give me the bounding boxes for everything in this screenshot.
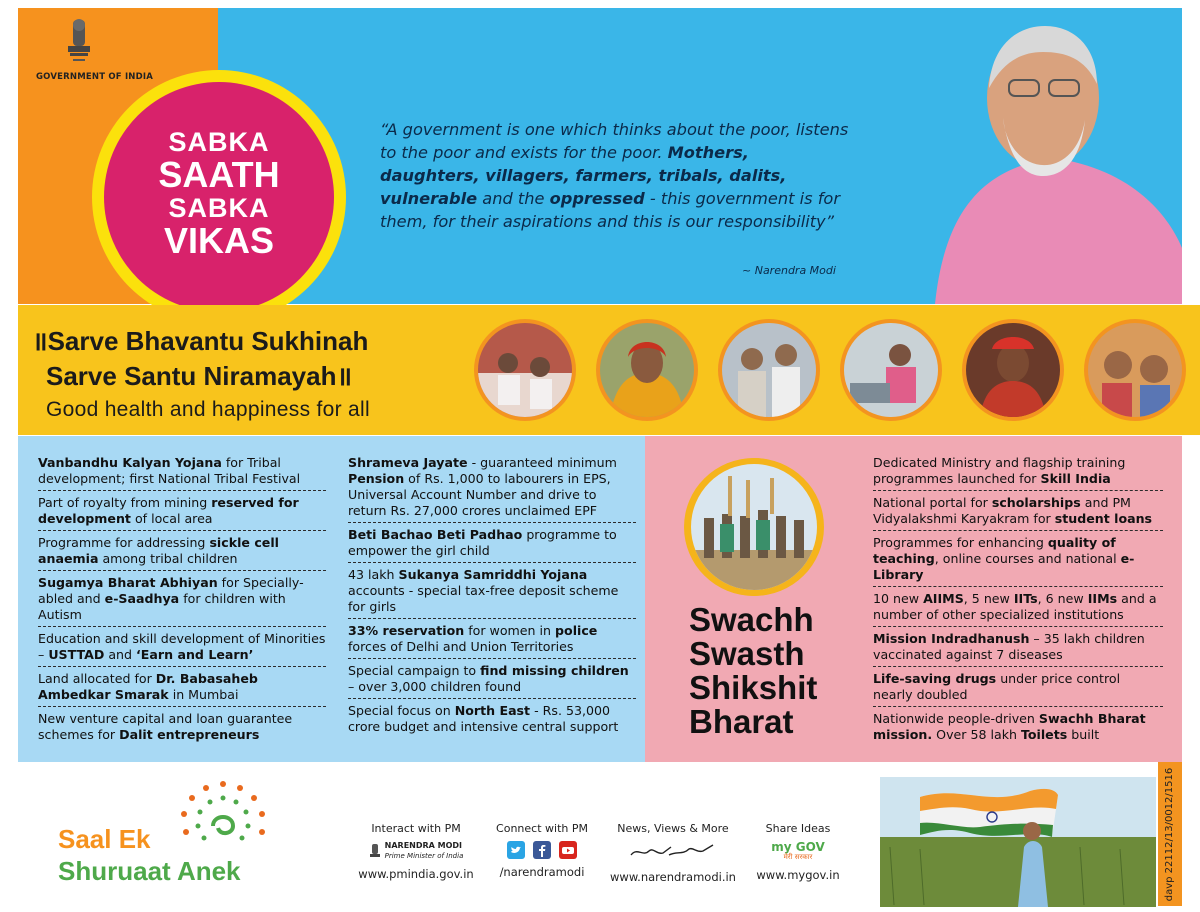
body-text: “A government is one which thinks about the poor, listens to the poor and exists for the poor. xyxy=(380,120,849,162)
emphasis-text: North East xyxy=(454,703,531,718)
list-item xyxy=(348,567,636,619)
body-text: among tribal children xyxy=(98,551,238,566)
body-text: for women in xyxy=(464,623,556,638)
list-item xyxy=(38,671,326,707)
women-children-list xyxy=(348,455,636,742)
body-text: for Specially-abled and xyxy=(38,575,304,606)
mantra-line-1: ॥Sarve Bhavantu Sukhinah xyxy=(32,326,369,356)
emblem-small-icon xyxy=(369,842,381,860)
body-text: programme to empower the girl child xyxy=(348,527,617,558)
twitter-icon[interactable] xyxy=(507,841,525,859)
connect-with-pm-block xyxy=(490,822,594,879)
slogan-line: SABKA xyxy=(168,193,270,224)
connect-heading: Connect with PM xyxy=(496,822,588,835)
emphasis-text: USTTAD xyxy=(48,647,105,662)
swachh-title-line: Swachh xyxy=(689,601,814,638)
emphasis-text: Mothers, daughters, villagers, farmers, tribals, dalits, vulnerable xyxy=(380,143,787,208)
body-text: New venture capital and loan guarantee schemes for xyxy=(38,711,293,742)
pm-portrait-photo xyxy=(925,8,1182,304)
body-text: Special campaign to xyxy=(348,663,481,678)
interact-heading: Interact with PM xyxy=(371,822,461,835)
mygov-logo: my GOV xyxy=(771,840,825,854)
list-item xyxy=(348,623,636,659)
workers-photo xyxy=(718,319,820,421)
slogan-line: SABKA xyxy=(168,127,270,157)
facebook-icon[interactable] xyxy=(533,841,551,859)
emphasis-text: ‘Earn and Learn’ xyxy=(136,647,254,662)
list-item xyxy=(38,455,326,491)
body-text: – over 3,000 children found xyxy=(348,679,522,694)
body-text: in Mumbai xyxy=(168,687,239,702)
mygov-tagline: मेरी सरकार xyxy=(783,853,813,861)
list-item xyxy=(38,575,326,627)
slogan-text xyxy=(104,128,334,260)
pm-signature xyxy=(623,841,723,861)
laughing-children-photo xyxy=(1084,319,1186,421)
share-heading: Share Ideas xyxy=(765,822,831,835)
children-classroom-photo xyxy=(474,319,576,421)
list-item xyxy=(38,535,326,571)
body-text: of local area xyxy=(130,511,213,526)
emphasis-text: Vanbandhu Kalyan Yojana xyxy=(38,455,222,470)
saal-ek-swirl-logo-icon xyxy=(158,774,288,864)
national-emblem-icon xyxy=(62,16,96,68)
emphasis-text: Sukanya Samriddhi Yojana xyxy=(398,567,588,582)
share-ideas-block xyxy=(752,822,844,882)
education-health-list xyxy=(873,455,1163,750)
body-text: Dedicated Ministry and flagship training programmes launched for xyxy=(873,455,1126,486)
body-text: 43 lakh xyxy=(348,567,399,582)
swachh-bharat-title xyxy=(689,603,817,739)
quote-author: ~ Narendra Modi xyxy=(742,264,836,277)
body-text: Land allocated for xyxy=(38,671,156,686)
emphasis-text: quality of teaching xyxy=(873,535,1116,566)
youtube-icon[interactable] xyxy=(559,841,577,859)
list-item xyxy=(38,631,326,667)
body-text: under price control nearly doubled xyxy=(873,671,1121,702)
emphasis-text: Swachh Bharat mission. xyxy=(873,711,1146,742)
emphasis-text: Skill India xyxy=(1040,471,1111,486)
body-text: and the xyxy=(477,189,550,208)
swachh-bharat-photo xyxy=(684,458,824,596)
body-text: – 35 lakh children vaccinated against 7 diseases xyxy=(873,631,1145,662)
emphasis-text: scholarships xyxy=(991,495,1081,510)
body-text: Programmes for enhancing xyxy=(873,535,1048,550)
body-text: of Rs. 1,000 to labourers in EPS, Universal Account Number and drive to return Rs. 27,000 crores unclaimed EPF xyxy=(348,471,611,518)
narendramodi-website-link[interactable]: www.narendramodi.in xyxy=(610,870,736,884)
list-item xyxy=(873,495,1163,531)
news-heading: News, Views & More xyxy=(617,822,729,835)
body-text: Programme for addressing xyxy=(38,535,210,550)
slogan-line: SAATH xyxy=(158,154,280,196)
mygov-link[interactable]: www.mygov.in xyxy=(756,868,840,882)
list-item xyxy=(348,703,636,738)
list-item xyxy=(348,663,636,699)
body-text: Education and skill development of Minorities – xyxy=(38,631,326,662)
body-text: and xyxy=(104,647,137,662)
body-text: built xyxy=(1067,727,1100,742)
body-text: and a number of other specialized institutions xyxy=(873,591,1157,622)
list-item xyxy=(873,711,1163,746)
list-item xyxy=(873,631,1163,667)
body-text: and PM Vidyalakshmi Karyakram for xyxy=(873,495,1131,526)
narendramodi-handle[interactable]: /narendramodi xyxy=(499,865,585,879)
mantra-line-2: Sarve Santu Niramayah॥ xyxy=(46,361,353,391)
body-text: , 5 new xyxy=(963,591,1014,606)
emphasis-text: e-Library xyxy=(873,551,1135,582)
list-item xyxy=(348,455,636,523)
emphasis-text: IIMs xyxy=(1087,591,1118,606)
emphasis-text: Life-saving drugs xyxy=(873,671,997,686)
body-text: Special focus on xyxy=(348,703,455,718)
list-item xyxy=(38,711,326,746)
news-views-block xyxy=(608,822,738,884)
interact-with-pm-block xyxy=(352,822,480,881)
body-text: , online courses and national xyxy=(934,551,1121,566)
swachh-title-line: Swasth xyxy=(689,635,805,672)
swachh-title-line: Bharat xyxy=(689,703,794,740)
davp-code-wrapper xyxy=(1159,767,1181,901)
emphasis-text: Dr. Babasaheb Ambedkar Smarak xyxy=(38,671,258,702)
body-text: Part of royalty from mining xyxy=(38,495,212,510)
body-text: for Tribal development; first National Tribal Festival xyxy=(38,455,301,486)
emphasis-text: Shrameva Jayate xyxy=(348,455,468,470)
body-text: forces of Delhi and Union Territories xyxy=(348,639,574,654)
body-text: Over 58 lakh xyxy=(932,727,1021,742)
list-item xyxy=(873,455,1163,491)
body-text: , 6 new xyxy=(1037,591,1088,606)
body-text: 10 new xyxy=(873,591,924,606)
village-woman-photo xyxy=(596,319,698,421)
emphasis-text: Dalit entrepreneurs xyxy=(119,727,260,742)
body-text: Nationwide people-driven xyxy=(873,711,1039,726)
body-text: accounts - special tax-free deposit scheme for girls xyxy=(348,583,619,614)
emphasis-text: student loans xyxy=(1054,511,1153,526)
social-welfare-list xyxy=(38,455,326,750)
mantra-tagline: Good health and happiness for all xyxy=(46,398,370,421)
emphasis-text: police xyxy=(555,623,598,638)
tribal-man-photo xyxy=(962,319,1064,421)
emphasis-text: e-Saadhya xyxy=(104,591,180,606)
logo-saal-ek: Saal Ek xyxy=(58,824,151,854)
swachh-title-line: Shikshit xyxy=(689,669,818,706)
government-of-india-label: GOVERNMENT OF INDIA xyxy=(36,72,154,82)
pmindia-link[interactable]: www.pmindia.gov.in xyxy=(358,867,474,881)
emphasis-text: Toilets xyxy=(1020,727,1068,742)
emphasis-text: sickle cell anaemia xyxy=(38,535,279,566)
pm-name: NARENDRA MODI xyxy=(384,841,463,850)
pm-quote xyxy=(380,118,850,233)
body-text: - Rs. 53,000 crore budget and intensive central support xyxy=(348,703,619,734)
pm-title: Prime Minister of India xyxy=(384,852,464,860)
emphasis-text: IITs xyxy=(1013,591,1038,606)
list-item xyxy=(873,591,1163,627)
girl-sewing-photo xyxy=(840,319,942,421)
slogan-line: VIKAS xyxy=(163,220,275,262)
emphasis-text: 33% reservation xyxy=(348,623,465,638)
emphasis-text: AIIMS xyxy=(923,591,964,606)
body-text: - this government is for them, for their aspirations and this is our responsibility” xyxy=(380,189,840,231)
emphasis-text: Mission Indradhanush xyxy=(873,631,1030,646)
emphasis-text: Pension xyxy=(348,471,405,486)
emphasis-text: reserved for development xyxy=(38,495,299,526)
davp-code: davp 22112/13/0012/1516 xyxy=(1164,767,1176,901)
list-item xyxy=(348,527,636,563)
list-item xyxy=(873,671,1163,707)
body-text: for children with Autism xyxy=(38,591,286,622)
emphasis-text: Sugamya Bharat Abhiyan xyxy=(38,575,218,590)
list-item xyxy=(873,535,1163,587)
body-text: - guaranteed minimum xyxy=(467,455,617,470)
emphasis-text: find missing children xyxy=(480,663,629,678)
emphasis-text: Beti Bachao Beti Padhao xyxy=(348,527,523,542)
body-text: National portal for xyxy=(873,495,992,510)
list-item xyxy=(38,495,326,531)
girl-with-flag-photo xyxy=(880,777,1156,907)
emphasis-text: oppressed xyxy=(549,189,645,208)
logo-shuruaat-anek: Shuruaat Anek xyxy=(58,856,241,886)
